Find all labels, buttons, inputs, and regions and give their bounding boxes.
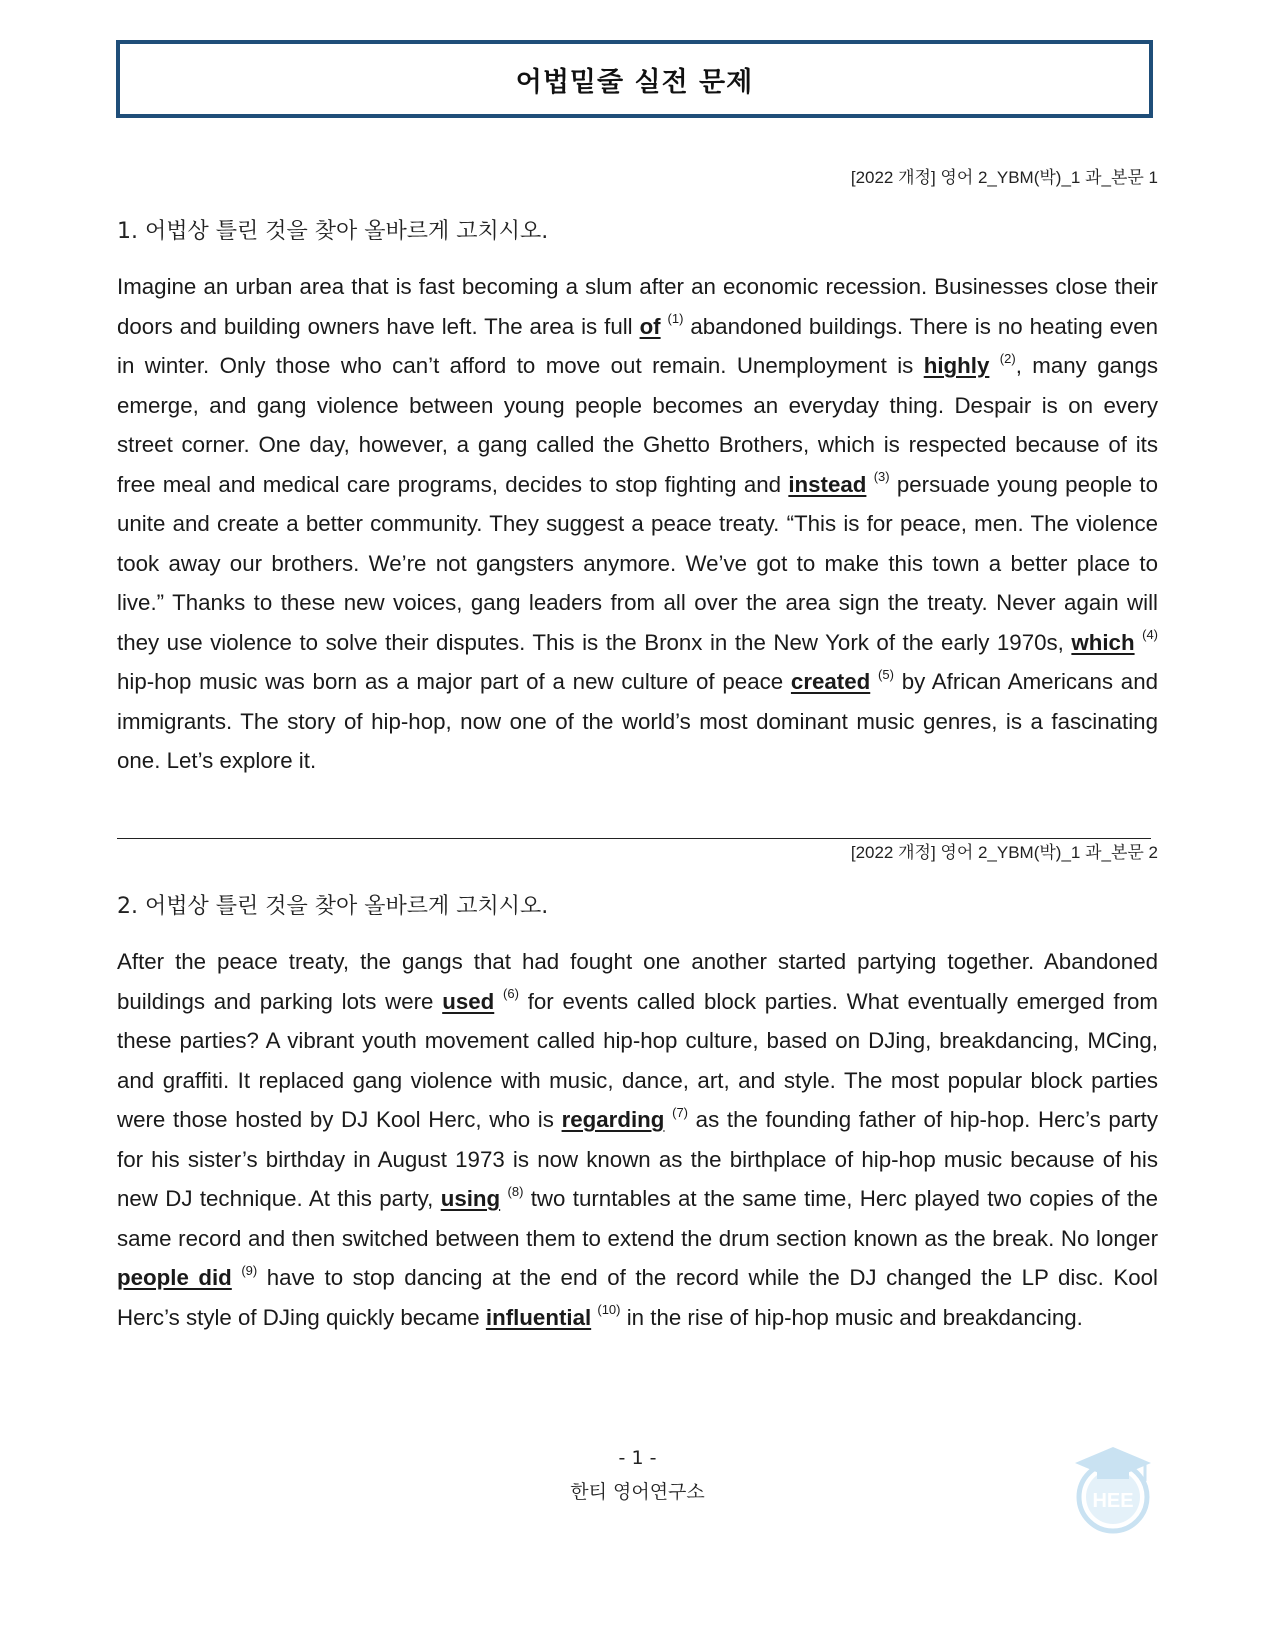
passage-text: as the founding father of hip-hop. Herc’s party for his sister’s birthday in August 1973 is now known as the birthplace of hip-hop music because of his new DJ technique. At this party, [117, 1107, 1159, 1211]
item-number: (7) [672, 1104, 688, 1120]
item-number: (9) [241, 1262, 258, 1278]
underlined-word: of [639, 313, 661, 339]
question-1-source: [2022 개정] 영어 2_YBM(박)_1 과_본문 1 [850, 168, 1158, 187]
title-box [116, 40, 1153, 118]
passage-text: Imagine an urban area that is fast becoming a slum after an economic recession. Businesses close their doors and building owners have left. The area is full [117, 274, 1158, 339]
question-2-source: [2022 개정] 영어 2_YBM(박)_1 과_본문 2 [850, 843, 1158, 862]
underlined-word: which [1071, 629, 1135, 655]
underlined-word: people did [117, 1265, 232, 1290]
passage-text: in the rise of hip-hop music and breakdancing. [620, 1304, 1083, 1330]
underlined-word: instead [788, 471, 867, 497]
passage-text: abandoned buildings. There is no heating even in winter. Only those who can’t afford to move out remain. Unemployment is [117, 313, 1159, 378]
underlined-word: influential [485, 1304, 592, 1330]
footer-organization: 한티 영어연구소 [570, 1481, 705, 1503]
item-number: (1) [667, 311, 684, 327]
item-number: (8) [507, 1183, 524, 1199]
passage-text: two turntables at the same time, Herc played two copies of the same record and then switched between them to extend the drum section known as the break. No longer [117, 1186, 1158, 1251]
underlined-word: highly [923, 353, 990, 378]
passage-text: hip-hop music was born as a major part of a new culture of peace [117, 669, 791, 694]
passage-text: by African Americans and immigrants. The story of hip-hop, now one of the world’s most dominant music genres, is a fascinating one. Let’s explore it. [117, 669, 1158, 773]
underlined-word: created [790, 669, 871, 694]
underlined-word: regarding [561, 1107, 665, 1132]
item-number: (2) [999, 350, 1016, 366]
page-title: 어법밑줄 실전 문제 [515, 66, 754, 98]
item-number: (6) [503, 986, 519, 1002]
logo-text: HEE [1092, 1490, 1134, 1512]
passage-text: have to stop dancing at the end of the record while the DJ changed the LP disc. Kool Herc’s style of DJing quickly became [117, 1265, 1158, 1330]
question-1-label: 1. 어법상 틀린 것을 찾아 올바르게 고치시오. [117, 219, 549, 244]
underlined-word: using [440, 1186, 501, 1211]
question-1-passage [117, 267, 1158, 781]
item-number: (3) [873, 469, 890, 485]
passage-text: persuade young people to unite and create a better community. They suggest a peace treaty. “This is for peace, men. The violence took away our brothers. We’re not gangsters anymore. We’ve got to make this town a better place to live.” Thanks to these new voices, gang leaders from all over the area sign the treaty. Never again will they use violence to solve their disputes. This is the Bronx in the New York of the early 1970s, [117, 471, 1159, 655]
item-number: (5) [878, 666, 894, 682]
question-2-label: 2. 어법상 틀린 것을 찾아 올바르게 고치시오. [117, 894, 549, 919]
passage-text: , many gangs emerge, and gang violence between young people becomes an everyday thing. Despair is on every street corner. One day, however, a gang called the Ghetto Brothers, which is respected because of its free meal and medical care programs, decides to stop fighting and [117, 353, 1158, 497]
underlined-word: used [442, 988, 495, 1014]
item-number: (10) [597, 1302, 621, 1318]
passage-text: After the peace treaty, the gangs that had fought one another started partying together. Abandoned buildings and parking lots were [117, 949, 1158, 1014]
question-2-passage [117, 942, 1158, 1337]
item-number: (4) [1142, 627, 1158, 643]
passage-text: for events called block parties. What eventually emerged from these parties? A vibrant youth movement called hip-hop culture, based on DJing, breakdancing, MCing, and graffiti. It replaced gang violence with music, dance, art, and style. The most popular block parties were those hosted by DJ Kool Herc, who is [117, 988, 1158, 1132]
page-number: - 1 - [618, 1447, 657, 1469]
